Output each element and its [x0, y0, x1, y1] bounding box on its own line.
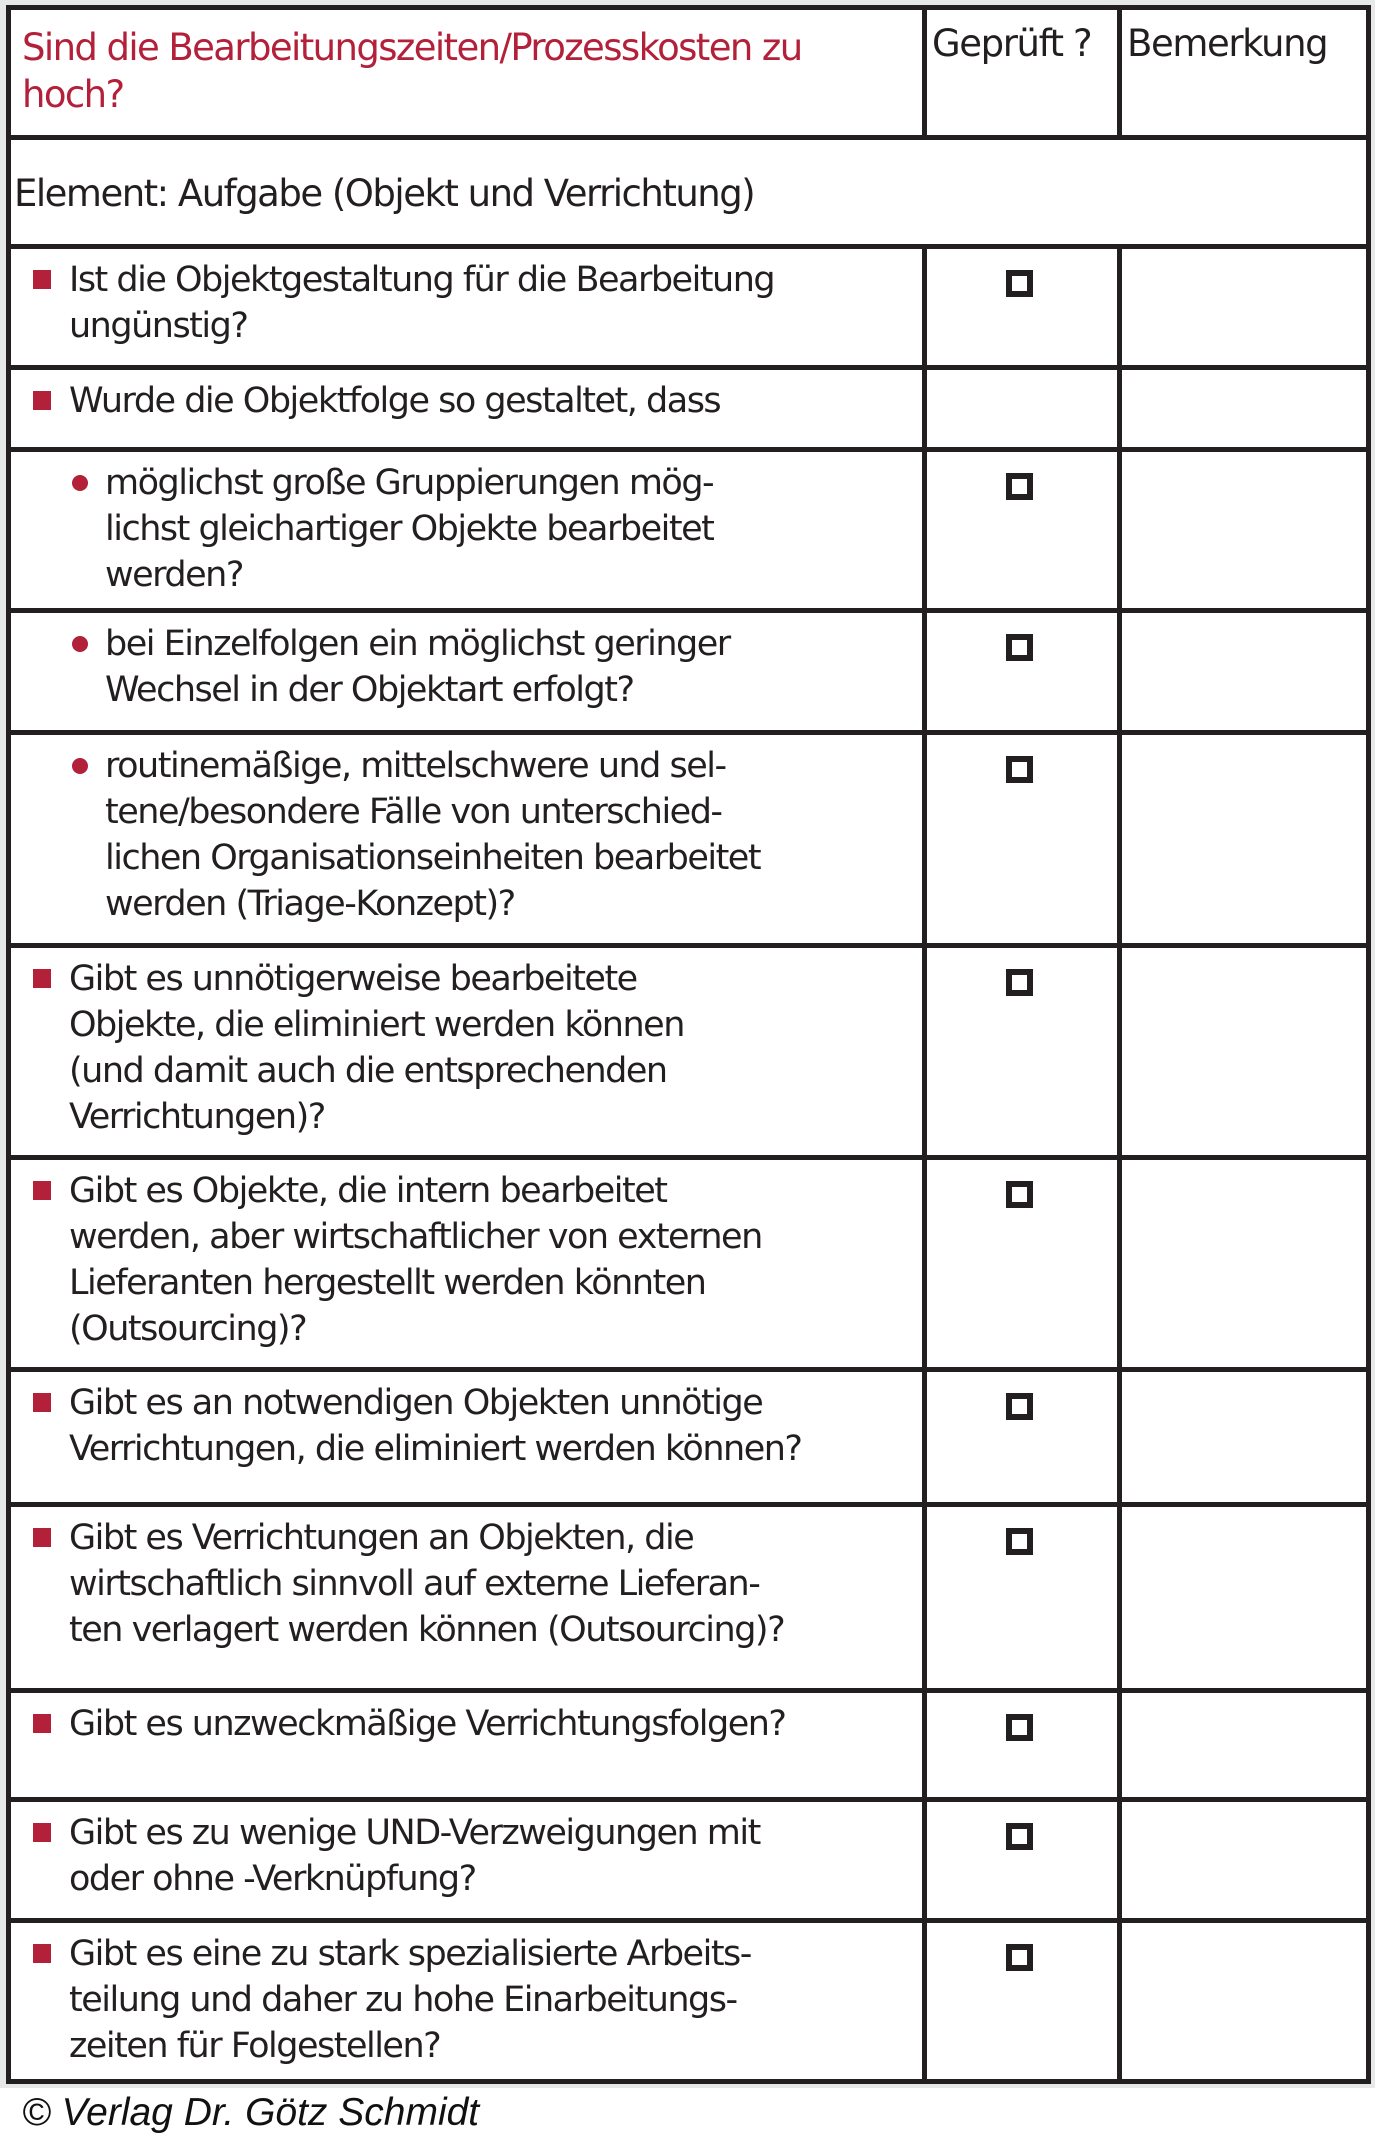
section-cell [11, 140, 1366, 244]
checkbox-icon[interactable] [1006, 756, 1033, 783]
question-text-line: (Outsourcing)? [69, 1309, 307, 1349]
question-text [69, 1168, 762, 1352]
question-text [69, 1380, 802, 1472]
header-remark-cell [1117, 10, 1366, 135]
remark-cell[interactable] [1117, 370, 1366, 447]
question-cell [11, 735, 922, 943]
dot-bullet-icon [72, 636, 88, 652]
dot-bullet-icon [72, 475, 88, 491]
checklist-row [11, 1923, 1366, 2079]
square-bullet-icon [33, 1714, 51, 1733]
checked-cell [922, 249, 1117, 365]
checklist-row [11, 1372, 1366, 1507]
question-cell [11, 1802, 922, 1918]
square-bullet-icon [33, 270, 51, 289]
question-text [69, 1515, 784, 1653]
header-checked-cell [922, 10, 1117, 135]
remark-cell[interactable] [1117, 1923, 1366, 2079]
checked-cell [922, 1802, 1117, 1918]
question-text-line: Gibt es zu wenige UND-Verzweigungen mit [69, 1813, 760, 1853]
checked-cell [922, 370, 1117, 447]
remark-cell[interactable] [1117, 452, 1366, 608]
square-bullet-icon [33, 1528, 51, 1547]
question-text-line: werden, aber wirtschaftlicher von externen [69, 1217, 762, 1257]
question-text [69, 1810, 760, 1902]
checked-cell [922, 452, 1117, 608]
checked-cell [922, 735, 1117, 943]
question-text [69, 1931, 751, 2069]
checkbox-icon[interactable] [1006, 1528, 1033, 1555]
checked-cell [922, 1507, 1117, 1688]
question-text-line: lichst gleichartiger Objekte bearbeitet [105, 509, 714, 549]
header-row [11, 10, 1366, 140]
question-cell [11, 370, 922, 447]
question-text-line: Gibt es unzweckmäßige Verrichtungsfolgen? [69, 1704, 786, 1744]
question-text-line: (und damit auch die entsprechenden [69, 1051, 667, 1091]
question-text-line: Lieferanten hergestellt werden könnten [69, 1263, 706, 1303]
question-cell [11, 452, 922, 608]
question-text-line: Objekte, die eliminiert werden können [69, 1005, 684, 1045]
header-question-cell [11, 10, 922, 135]
copyright-notice: © Verlag Dr. Götz Schmidt [22, 2091, 480, 2134]
question-cell [11, 1372, 922, 1502]
remark-cell[interactable] [1117, 613, 1366, 730]
checked-cell [922, 1923, 1117, 2079]
question-text-line: oder ohne -Verknüpfung? [69, 1859, 476, 1899]
question-text-line: Gibt es unnötigerweise bearbeitete [69, 959, 637, 999]
question-text [69, 378, 720, 424]
checklist-row [11, 1693, 1366, 1802]
question-text [69, 1701, 785, 1747]
question-text-line: Wechsel in der Objektart erfolgt? [105, 670, 634, 710]
question-text-line: Ist die Objektgestaltung für die Bearbeitung [69, 260, 775, 300]
checkbox-icon[interactable] [1006, 969, 1033, 996]
question-text-line: Wurde die Objektfolge so gestaltet, dass [69, 381, 721, 421]
question-text-line: Verrichtungen, die eliminiert werden können? [69, 1429, 802, 1469]
remark-cell[interactable] [1117, 735, 1366, 943]
checkbox-icon[interactable] [1006, 1714, 1033, 1741]
question-text-line: ten verlagert werden können (Outsourcing)? [69, 1610, 785, 1650]
square-bullet-icon [33, 391, 51, 410]
square-bullet-icon [33, 969, 51, 988]
question-cell [11, 1507, 922, 1688]
checklist-title: Sind die Bearbeitungszeiten/Prozesskosten zu hoch? [22, 26, 802, 116]
question-text-line: zeiten für Folgestellen? [69, 2026, 441, 2066]
checked-cell [922, 1693, 1117, 1797]
question-text-line: Gibt es an notwendigen Objekten unnötige [69, 1383, 763, 1423]
remark-cell[interactable] [1117, 1693, 1366, 1797]
question-text-line: bei Einzelfolgen ein möglichst geringer [105, 624, 730, 664]
checklist-table [6, 5, 1371, 2084]
remark-cell[interactable] [1117, 1802, 1366, 1918]
checkbox-icon[interactable] [1006, 473, 1033, 500]
question-text [69, 956, 684, 1140]
question-text-line: ungünstig? [69, 306, 248, 346]
remark-cell[interactable] [1117, 1160, 1366, 1367]
question-text-line: möglichst große Gruppierungen mög- [105, 463, 714, 503]
question-text-line: Gibt es Objekte, die intern bearbeitet [69, 1171, 667, 1211]
square-bullet-icon [33, 1393, 51, 1412]
question-cell [11, 1693, 922, 1797]
checked-cell [922, 948, 1117, 1155]
checklist-row [11, 613, 1366, 735]
question-cell [11, 249, 922, 365]
remark-cell[interactable] [1117, 948, 1366, 1155]
checklist-row [11, 370, 1366, 452]
remark-cell[interactable] [1117, 1372, 1366, 1502]
checklist-row [11, 1507, 1366, 1693]
checklist-row [11, 735, 1366, 948]
question-text [105, 460, 713, 598]
section-row [11, 140, 1366, 249]
column-header-remark: Bemerkung [1127, 22, 1328, 65]
checkbox-icon[interactable] [1006, 634, 1033, 661]
column-header-checked: Geprüft ? [932, 22, 1092, 65]
question-text-line: Gibt es Verrichtungen an Objekten, die [69, 1518, 694, 1558]
question-text-line: werden (Triage-Konzept)? [105, 884, 515, 924]
checklist-row [11, 249, 1366, 370]
remark-cell[interactable] [1117, 249, 1366, 365]
question-cell [11, 613, 922, 730]
question-text [69, 257, 774, 349]
checkbox-icon[interactable] [1006, 1944, 1033, 1971]
dot-bullet-icon [72, 758, 88, 774]
square-bullet-icon [33, 1944, 51, 1963]
checkbox-icon[interactable] [1006, 270, 1033, 297]
checklist-row [11, 1160, 1366, 1372]
section-label: Element: Aufgabe (Objekt und Verrichtung) [14, 172, 755, 215]
question-text-line: routinemäßige, mittelschwere und sel- [105, 746, 726, 786]
question-text-line: wirtschaftlich sinnvoll auf externe Lieferan- [69, 1564, 760, 1604]
checkbox-icon[interactable] [1006, 1823, 1033, 1850]
square-bullet-icon [33, 1823, 51, 1842]
question-cell [11, 1923, 922, 2079]
checklist-row [11, 948, 1366, 1160]
question-cell [11, 948, 922, 1155]
question-text-line: tene/besondere Fälle von unterschied- [105, 792, 722, 832]
checkbox-icon[interactable] [1006, 1181, 1033, 1208]
square-bullet-icon [33, 1181, 51, 1200]
checked-cell [922, 613, 1117, 730]
checklist-row [11, 452, 1366, 613]
question-text-line: Gibt es eine zu stark spezialisierte Arbeits- [69, 1934, 751, 1974]
question-text [105, 743, 760, 927]
question-cell [11, 1160, 922, 1367]
question-text-line: Verrichtungen)? [69, 1097, 325, 1137]
checkbox-icon[interactable] [1006, 1393, 1033, 1420]
checked-cell [922, 1372, 1117, 1502]
question-text [105, 621, 730, 713]
question-text-line: lichen Organisationseinheiten bearbeitet [105, 838, 761, 878]
question-text-line: teilung und daher zu hohe Einarbeitungs- [69, 1980, 737, 2020]
question-text-line: werden? [105, 555, 243, 595]
checked-cell [922, 1160, 1117, 1367]
remark-cell[interactable] [1117, 1507, 1366, 1688]
checklist-row [11, 1802, 1366, 1923]
